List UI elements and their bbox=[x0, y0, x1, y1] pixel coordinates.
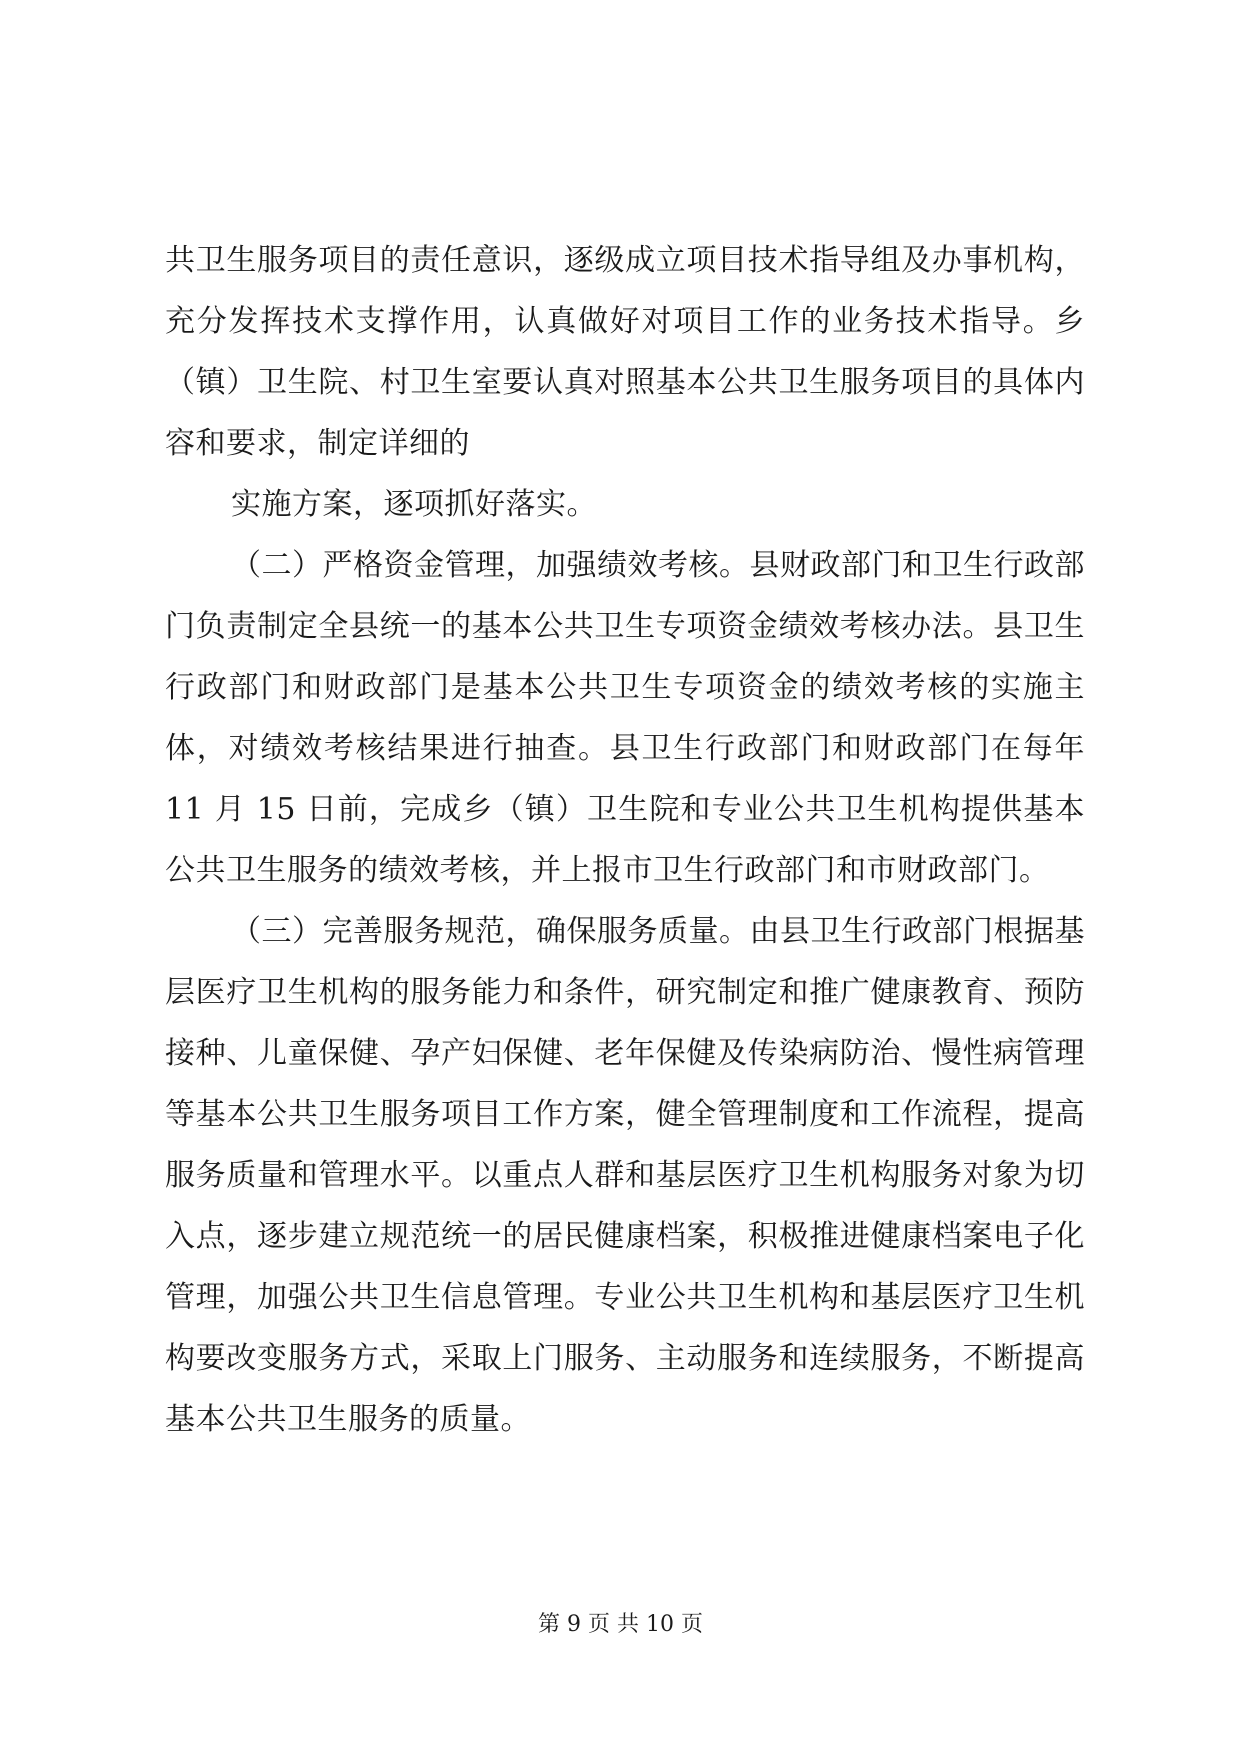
paragraph-service-standards: （三）完善服务规范，确保服务质量。由县卫生行政部门根据基层医疗卫生机构的服务能力和条件，研究制定和推广健康教育、预防接种、儿童保健、孕产妇保健、老年保健及传染病防治、慢性病管理等基本公共卫生服务项目工作方案，健全管理制度和工作流程，提高服务质量和管理水平。以重点人群和基层医疗卫生机构服务对象为切入点，逐步建立规范统一的居民健康档案，积极推进健康档案电子化管理，加强公共卫生信息管理。专业公共卫生机构和基层医疗卫生机构要改变服务方式，采取上门服务、主动服务和连续服务，不断提高基本公共卫生服务的质量。 bbox=[165, 914, 1085, 1437]
paragraph-continuation: 共卫生服务项目的责任意识，逐级成立项目技术指导组及办事机构，充分发挥技术支撑作用，认真做好对项目工作的业务技术指导。乡（镇）卫生院、村卫生室要认真对照基本公共卫生服务项目的具体内容和要求，制定详细的 bbox=[165, 243, 1085, 461]
paragraph-implementation: 实施方案，逐项抓好落实。 bbox=[231, 487, 597, 522]
page-number-footer: 第 9 页 共 10 页 bbox=[538, 1612, 703, 1637]
paragraph-fund-management: （二）严格资金管理，加强绩效考核。县财政部门和卫生行政部门负责制定全县统一的基本公共卫生专项资金绩效考核办法。县卫生行政部门和财政部门是基本公共卫生专项资金的绩效考核的实施主体，对绩效考核结果进行抽查。县卫生行政部门和财政部门在每年 11 月 15 日前，完成乡（镇）卫生院和专业公共卫生机构提供基本公共卫生服务的绩效考核，并上报市卫生行政部门和市财政部门。 bbox=[165, 548, 1085, 888]
document-body bbox=[165, 230, 1085, 1450]
